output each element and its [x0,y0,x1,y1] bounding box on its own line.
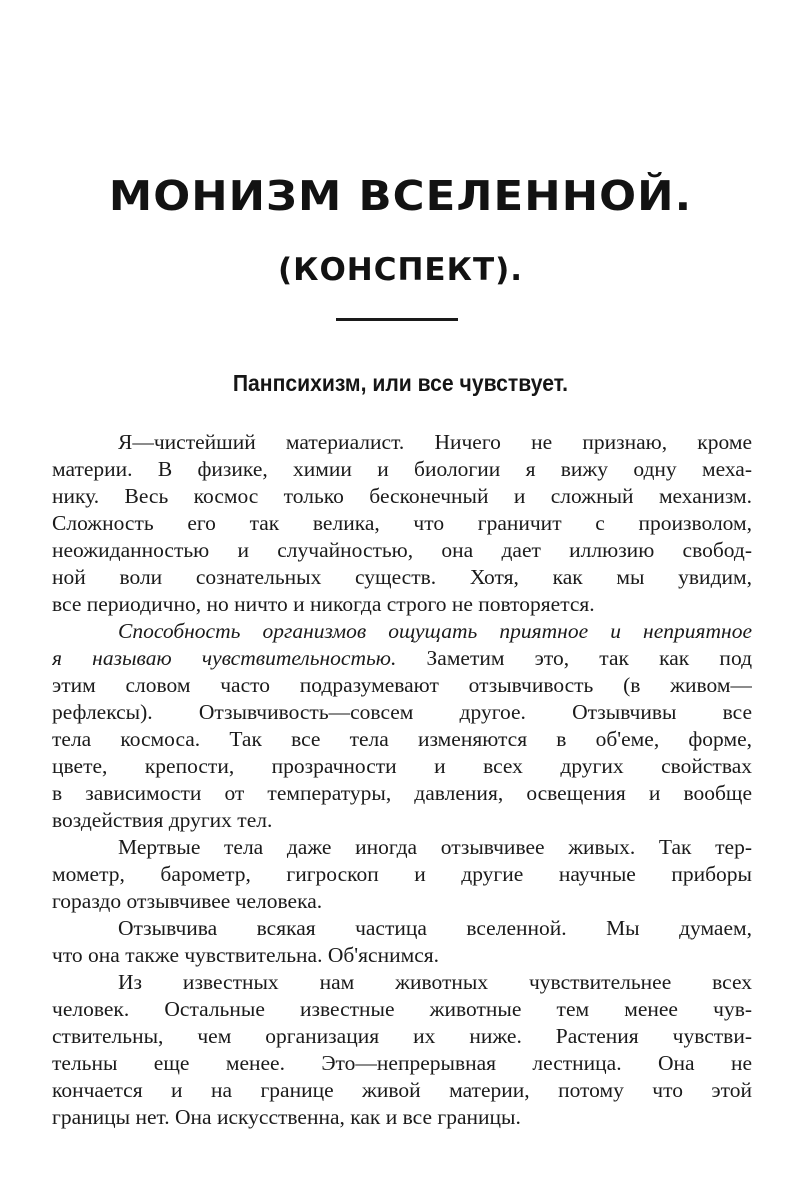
text-line: Отзывчива всякая частица вселенной. Мы думаем, [118,916,752,940]
text-line: Мертвые тела даже иногда отзывчивее живых. Так тер- [118,835,752,859]
text-line: цвете, крепости, прозрачности и всех других свойствах [52,754,752,778]
section-heading: Панпсихизм, или все чувствует. [232,370,569,396]
text-line: мометр, барометр, гигроскоп и другие научные приборы [52,862,752,886]
page-subtitle: (КОНСПЕКТ). [277,252,524,288]
text-line-mixed [52,645,752,672]
text-line-italic: Способность организмов ощущать приятное и неприятное [118,619,752,643]
text-line: человек. Остальные известные животные тем менее чув- [52,997,752,1021]
text-line: гораздо отзывчивее человека. [52,889,323,913]
text-line: тела космоса. Так все тела изменяются в об'еме, форме, [52,727,752,751]
text-line: материи. В физике, химии и биологии я вижу одну меха- [52,457,752,481]
text-line: неожиданностью и случайностью, она дает иллюзию свобод- [52,538,752,562]
text-line: Из известных нам животных чувствительнее всех [118,970,752,994]
text-line: Я—чистейший материалист. Ничего не признаю, кроме [118,430,752,454]
text-line: этим словом часто подразумевают отзывчивость (в живом— [52,673,752,697]
title-divider [336,318,458,321]
text-line: тельны еще менее. Это—непрерывная лестница. Она не [52,1051,752,1075]
text-line: все периодично, но ничто и никогда строго не повторяется. [52,592,595,616]
page-title: МОНИЗМ ВСЕЛЕННОЙ. [108,172,693,220]
text-line: кончается и на границе живой материи, потому что этой [52,1078,752,1102]
text-line: границы нет. Она искусственна, как и все границы. [52,1105,521,1129]
text-line: Сложность его так велика, что граничит с произволом, [52,511,752,535]
text-line: что она также чувствительна. Об'яснимся. [52,943,440,967]
text-line: ствительны, чем организация их ниже. Растения чувстви- [52,1024,752,1048]
body-text [52,429,752,1131]
text-fragment: Заметим это, так как под [396,646,752,670]
text-line: рефлексы). Отзывчивость—совсем другое. Отзывчивы все [52,700,752,724]
text-line: ной воли сознательных существ. Хотя, как мы увидим, [52,565,752,589]
text-line: воздействия других тел. [52,808,273,832]
italic-phrase: я называю чувствительностью. [52,646,397,670]
text-line: нику. Весь космос только бесконечный и сложный механизм. [52,484,752,508]
text-line: в зависимости от температуры, давления, освещения и вообще [52,781,752,805]
